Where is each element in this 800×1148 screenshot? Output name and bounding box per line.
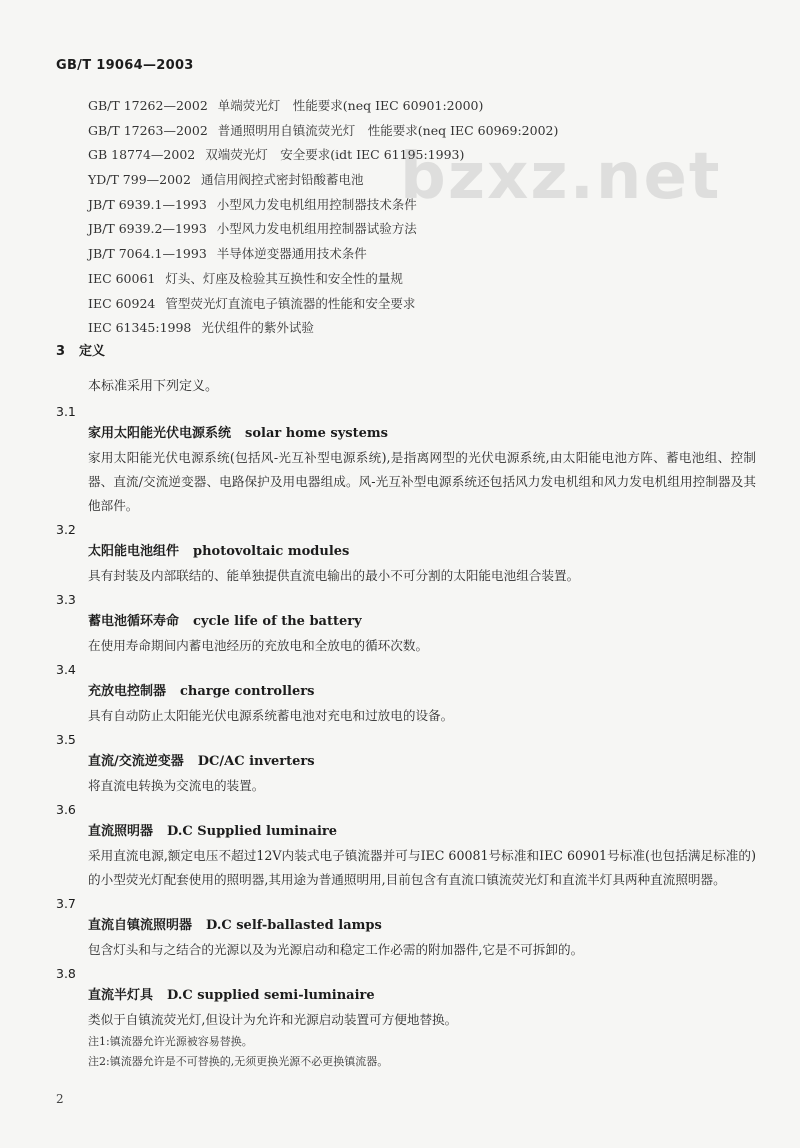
definitions-list xyxy=(56,400,756,1072)
reference-title: 通信用阀控式密封铅酸蓄电池 xyxy=(200,172,364,188)
definition-item xyxy=(56,590,756,658)
term-english: D.C supplied semi-luminaire xyxy=(167,988,375,1003)
definition-number: 3.7 xyxy=(56,896,76,911)
term-chinese: 太阳能电池组件 xyxy=(88,544,180,559)
definition-body: 将直流电转换为交流电的装置。 xyxy=(88,778,265,793)
reference-title: 灯头、灯座及检验其互换性和安全性的量规 xyxy=(165,270,403,286)
reference-title: 光伏组件的紫外试验 xyxy=(201,320,314,336)
definition-body: 在使用寿命期间内蓄电池经历的充放电和全放电的循环次数。 xyxy=(88,638,429,653)
reference-item xyxy=(88,267,768,292)
definition-number: 3.4 xyxy=(56,662,76,677)
page-number: 2 xyxy=(56,1092,64,1106)
term-chinese: 直流半灯具 xyxy=(88,988,154,1003)
definition-term xyxy=(56,610,756,634)
definition-number: 3.5 xyxy=(56,732,76,747)
term-english: D.C self-ballasted lamps xyxy=(206,918,382,933)
reference-title: 小型风力发电机组用控制器技术条件 xyxy=(216,196,417,212)
reference-title: 普通照明用自镇流荧光灯 性能要求(neq IEC 60969:2002) xyxy=(217,122,559,138)
term-english: photovoltaic modules xyxy=(193,544,350,559)
definition-item xyxy=(56,800,756,892)
definition-term xyxy=(56,680,756,704)
reference-code: IEC 61345:1998 xyxy=(88,320,192,336)
normative-references-list xyxy=(88,94,768,341)
reference-item xyxy=(88,119,768,144)
reference-item xyxy=(88,94,768,119)
reference-item xyxy=(88,168,768,193)
term-english: DC/AC inverters xyxy=(197,754,315,769)
term-english: cycle life of the battery xyxy=(193,614,362,629)
definition-item xyxy=(56,894,756,962)
definition-body: 类似于自镇流荧光灯,但设计为允许和光源启动装置可方便地替换。 xyxy=(88,1012,458,1027)
definition-term xyxy=(56,540,756,564)
term-english: D.C Supplied luminaire xyxy=(167,824,338,839)
reference-code: JB/T 6939.2—1993 xyxy=(88,221,207,237)
reference-title: 管型荧光灯直流电子镇流器的性能和安全要求 xyxy=(165,295,416,311)
reference-code: YD/T 799—2002 xyxy=(88,172,191,188)
reference-item xyxy=(88,217,768,242)
reference-title: 单端荧光灯 性能要求(neq IEC 60901:2000) xyxy=(217,98,484,113)
definition-number: 3.1 xyxy=(56,404,76,419)
reference-code: JB/T 7064.1—1993 xyxy=(88,246,207,262)
definition-note: 注1:镇流器允许光源被容易替换。 xyxy=(88,1035,253,1048)
reference-item xyxy=(88,193,768,218)
reference-item xyxy=(88,143,768,168)
section-intro: 本标准采用下列定义。 xyxy=(88,379,219,394)
reference-title: 半导体逆变器通用技术条件 xyxy=(216,246,367,262)
definition-body: 具有封装及内部联结的、能单独提供直流电输出的最小不可分割的太阳能电池组合装置。 xyxy=(88,568,580,583)
definition-item xyxy=(56,730,756,798)
definition-term xyxy=(56,914,756,938)
reference-code: IEC 60061 xyxy=(88,270,156,286)
term-chinese: 家用太阳能光伏电源系统 xyxy=(88,426,232,441)
section-title: 定义 xyxy=(79,344,106,359)
definition-term xyxy=(56,422,756,446)
definition-number: 3.3 xyxy=(56,592,76,607)
term-chinese: 蓄电池循环寿命 xyxy=(88,614,180,629)
definition-number: 3.2 xyxy=(56,522,76,537)
reference-item xyxy=(88,316,768,341)
reference-item xyxy=(88,292,768,317)
term-chinese: 直流自镇流照明器 xyxy=(88,918,193,933)
reference-code: IEC 60924 xyxy=(88,295,156,311)
definition-note: 注2:镇流器允许是不可替换的,无须更换光源不必更换镇流器。 xyxy=(88,1055,389,1068)
definition-term xyxy=(56,750,756,774)
reference-code: GB 18774—2002 xyxy=(88,147,196,163)
definition-term xyxy=(56,820,756,844)
term-english: charge controllers xyxy=(180,684,315,699)
term-english: solar home systems xyxy=(245,426,388,441)
definition-body: 具有自动防止太阳能光伏电源系统蓄电池对充电和过放电的设备。 xyxy=(88,708,454,723)
definition-body: 采用直流电源,额定电压不超过12V内装式电子镇流器并可与IEC 60081号标准和IEC 60901号标准(也包括满足标准的)的小型荧光灯配套使用的照明器,其用途为普通照明用,目前包含有直流口镇流荧光灯和直流半灯具两种直流照明器。 xyxy=(88,848,756,887)
term-chinese: 直流/交流逆变器 xyxy=(88,754,184,769)
definition-term xyxy=(56,984,756,1008)
section-number: 3 xyxy=(56,344,66,359)
reference-code: GB/T 17262—2002 xyxy=(88,98,208,113)
reference-title: 小型风力发电机组用控制器试验方法 xyxy=(216,221,417,237)
definition-item xyxy=(56,964,756,1072)
term-chinese: 充放电控制器 xyxy=(88,684,167,699)
definition-item xyxy=(56,660,756,728)
watermark: bzxz.net xyxy=(400,140,722,214)
reference-code: JB/T 6939.1—1993 xyxy=(88,196,207,212)
reference-code: GB/T 17263—2002 xyxy=(88,122,208,138)
definition-number: 3.8 xyxy=(56,966,76,981)
standard-code-header: GB/T 19064—2003 xyxy=(56,58,194,73)
definition-item xyxy=(56,402,756,518)
definition-number: 3.6 xyxy=(56,802,76,817)
definition-body: 包含灯头和与之结合的光源以及为光源启动和稳定工作必需的附加器件,它是不可拆卸的。 xyxy=(88,942,584,957)
definition-body: 家用太阳能光伏电源系统(包括风-光互补型电源系统),是指离网型的光伏电源系统,由太阳能电池方阵、蓄电池组、控制器、直流/交流逆变器、电路保护及用电器组成。风-光互补型电源系统还包括风力发电机组和风力发电机组用控制器及其他部件。 xyxy=(88,450,756,513)
definition-item xyxy=(56,520,756,588)
section-heading xyxy=(56,340,105,359)
reference-title: 双端荧光灯 安全要求(idt IEC 61195:1993) xyxy=(205,147,465,163)
term-chinese: 直流照明器 xyxy=(88,824,154,839)
reference-item xyxy=(88,242,768,267)
